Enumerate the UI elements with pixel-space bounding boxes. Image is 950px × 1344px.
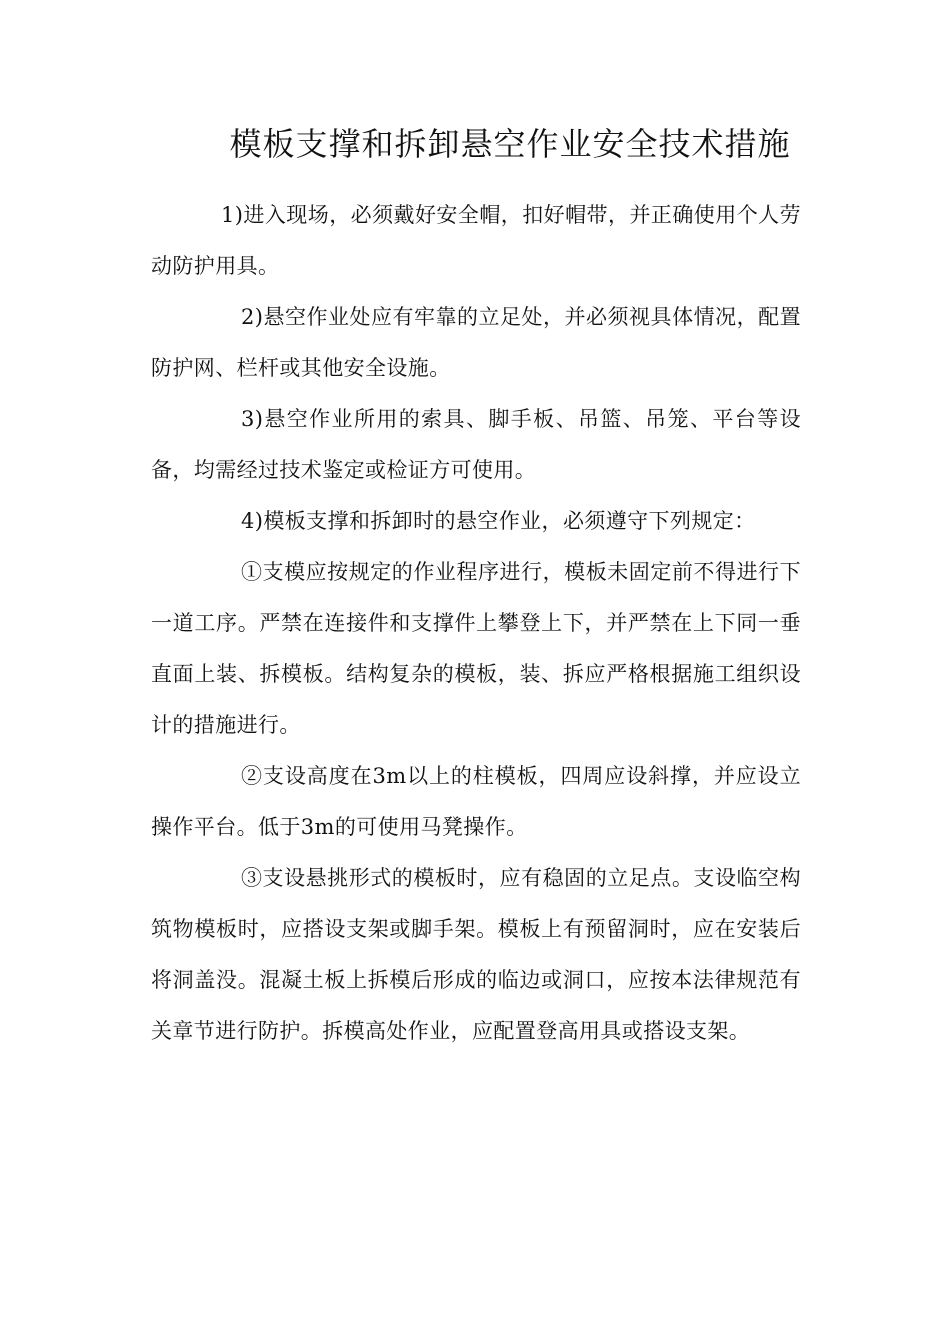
paragraph-7: ③支设悬挑形式的模板时，应有稳固的立足点。支设临空构筑物模板时，应搭设支架或脚手架。模板上有预留洞时，应在安装后将洞盖没。混凝土板上拆模后形成的临边或洞口，应按本法律规范有关章节进行防护。拆模高处作业，应配置登高用具或搭设支架。 [151, 866, 801, 1043]
paragraph-3: 3)悬空作业所用的索具、脚手板、吊篮、吊笼、平台等设备，均需经过技术鉴定或检证方可使用。 [151, 407, 801, 482]
paragraph-1: 1)进入现场，必须戴好安全帽，扣好帽带，并正确使用个人劳动防护用具。 [151, 203, 801, 278]
document-title: 模板支撑和拆卸悬空作业安全技术措施 [229, 125, 791, 163]
paragraph-2: 2)悬空作业处应有牢靠的立足处，并必须视具体情况，配置防护网、栏杆或其他安全设施。 [151, 305, 801, 380]
paragraph-5: ①支模应按规定的作业程序进行，模板未固定前不得进行下一道工序。严禁在连接件和支撑件上攀登上下，并严禁在上下同一垂直面上装、拆模板。结构复杂的模板，装、拆应严格根据施工组织设计的措施进行。 [151, 560, 801, 737]
document-body [151, 190, 801, 1057]
paragraph-4: 4)模板支撑和拆卸时的悬空作业，必须遵守下列规定： [241, 509, 756, 533]
paragraph-6: ②支设高度在3m以上的柱模板，四周应设斜撑，并应设立操作平台。低于3m的可使用马凳操作。 [151, 764, 801, 839]
